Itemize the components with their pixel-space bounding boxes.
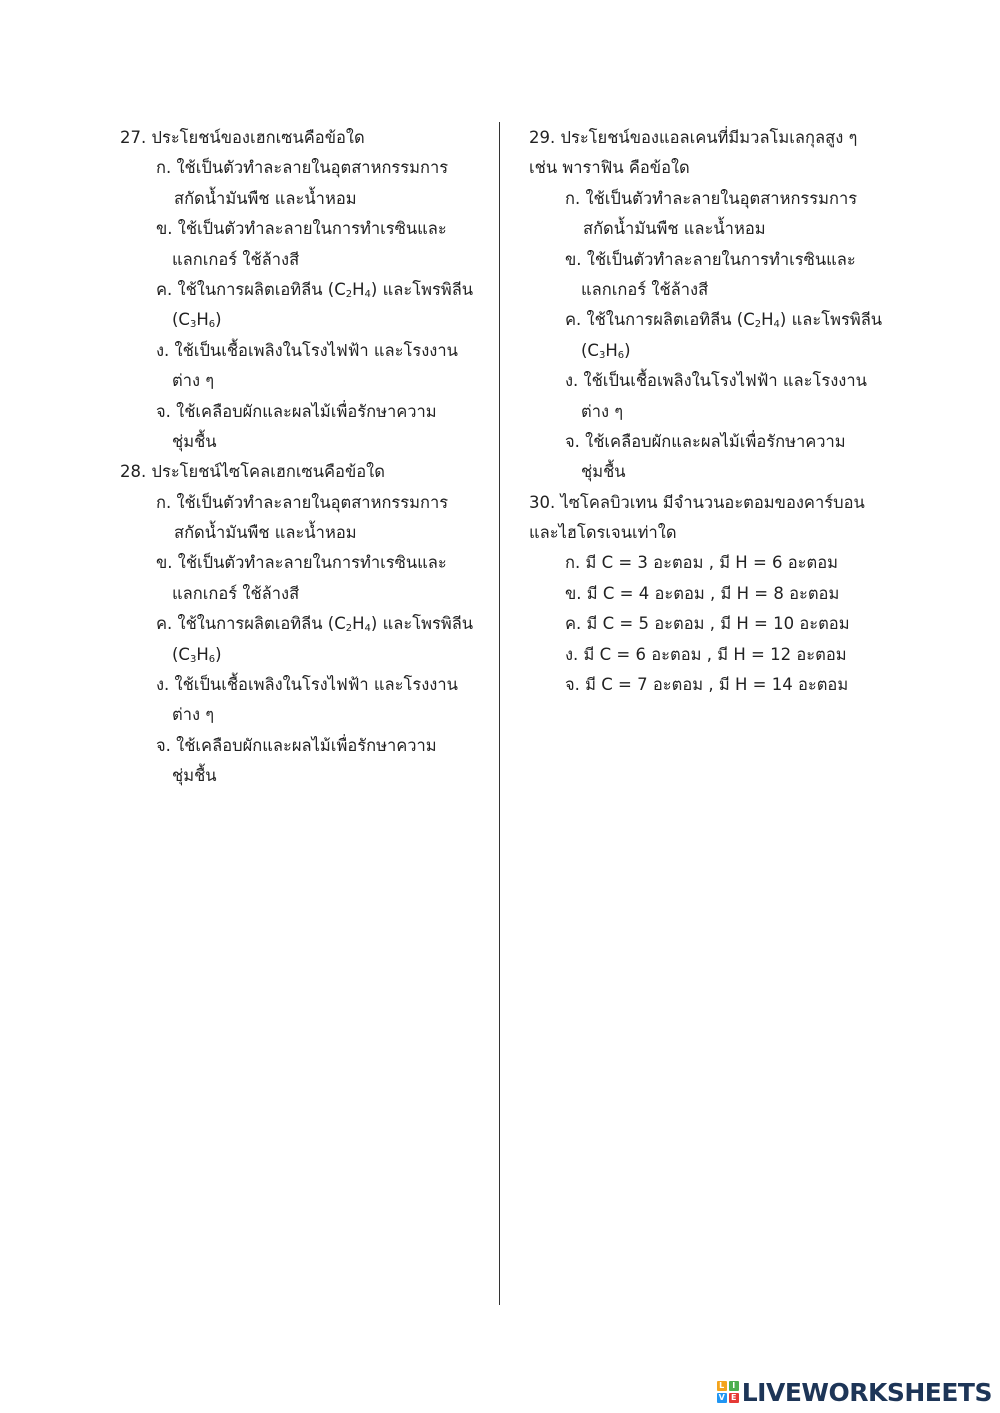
logo-tile-l: L bbox=[717, 1381, 727, 1391]
q28-option-c-line1: ค. ใช้ในการผลิตเอทิลีน $(C_2H_4)$ และโพรพิลีน bbox=[156, 614, 474, 635]
question-29-title-line2: เช่น พาราฟิน คือข้อใด bbox=[529, 158, 690, 178]
q30-option-a: ก. มี C = 3 อะตอม , มี H = 6 อะตอม bbox=[565, 553, 839, 573]
logo-tile-i: I bbox=[729, 1381, 739, 1391]
question-27-title: 27. ประโยชน์ของเฮกเซนคือข้อใด bbox=[120, 128, 365, 147]
column-divider bbox=[499, 122, 500, 1305]
question-28-title: 28. ประโยชน์ไซโคลเฮกเซนคือข้อใด bbox=[120, 462, 385, 482]
liveworksheets-logo-icon bbox=[717, 1381, 739, 1403]
q29-option-e-line1: จ. ใช้เคลือบผักและผลไม้เพื่อรักษาความ bbox=[565, 431, 846, 451]
liveworksheets-logo bbox=[717, 1377, 992, 1407]
q29-option-c-line1: ค. ใช้ในการผลิตเอทิลีน $(C_2H_4)$ และโพรพิลีน bbox=[565, 310, 883, 331]
q30-option-c: ค. มี C = 5 อะตอม , มี H = 10 อะตอม bbox=[565, 614, 850, 634]
q29-option-b-line2: แลกเกอร์ ใช้ล้างสี bbox=[581, 279, 709, 299]
q27-option-e-line2: ชุ่มชื้น bbox=[172, 431, 217, 451]
q27-option-b-line1: ข. ใช้เป็นตัวทำละลายในการทำเรซินและ bbox=[156, 219, 447, 239]
q30-option-d: ง. มี C = 6 อะตอม , มี H = 12 อะตอม bbox=[565, 644, 847, 664]
q28-option-b-line2: แลกเกอร์ ใช้ล้างสี bbox=[172, 583, 300, 603]
q30-option-b: ข. มี C = 4 อะตอม , มี H = 8 อะตอม bbox=[565, 583, 840, 603]
q29-option-b-line1: ข. ใช้เป็นตัวทำละลายในการทำเรซินและ bbox=[565, 249, 856, 269]
liveworksheets-logo-text: LIVEWORKSHEETS bbox=[741, 1377, 992, 1407]
question-30-title-line1: 30. ไซโคลบิวเทน มีจำนวนอะตอมของคาร์บอน bbox=[529, 492, 865, 512]
logo-tile-e: E bbox=[729, 1393, 739, 1403]
q27-option-c-line2: $(C_3H_6)$ bbox=[172, 310, 222, 331]
question-30-title-line2: และไฮโดรเจนเท่าใด bbox=[529, 523, 677, 543]
q30-option-e: จ. มี C = 7 อะตอม , มี H = 14 อะตอม bbox=[565, 675, 849, 695]
q27-option-d-line1: ง. ใช้เป็นเชื้อเพลิงในโรงไฟฟ้า และโรงงาน bbox=[156, 340, 458, 360]
q27-option-a-line1: ก. ใช้เป็นตัวทำละลายในอุตสาหกรรมการ bbox=[156, 158, 449, 178]
q29-option-a-line2: สกัดน้ำมันพืช และน้ำหอม bbox=[583, 219, 766, 239]
q27-option-b-line2: แลกเกอร์ ใช้ล้างสี bbox=[172, 249, 300, 269]
question-29-title-line1: 29. ประโยชน์ของแอลเคนที่มีมวลโมเลกุลสูง ๆ bbox=[529, 128, 858, 147]
q28-option-a-line2: สกัดน้ำมันพืช และน้ำหอม bbox=[174, 523, 357, 543]
q27-option-a-line2: สกัดน้ำมันพืช และน้ำหอม bbox=[174, 188, 357, 208]
q27-option-c-line1: ค. ใช้ในการผลิตเอทิลีน $(C_2H_4)$ และโพรพิลีน bbox=[156, 279, 474, 300]
q28-option-e-line1: จ. ใช้เคลือบผักและผลไม้เพื่อรักษาความ bbox=[156, 735, 437, 755]
q28-option-b-line1: ข. ใช้เป็นตัวทำละลายในการทำเรซินและ bbox=[156, 553, 447, 573]
right-column bbox=[529, 123, 889, 700]
q29-option-e-line2: ชุ่มชื้น bbox=[581, 462, 626, 482]
q28-option-a-line1: ก. ใช้เป็นตัวทำละลายในอุตสาหกรรมการ bbox=[156, 492, 449, 512]
q28-option-c-line2: $(C_3H_6)$ bbox=[172, 644, 222, 665]
q29-option-d-line1: ง. ใช้เป็นเชื้อเพลิงในโรงไฟฟ้า และโรงงาน bbox=[565, 371, 867, 391]
q29-option-c-line2: $(C_3H_6)$ bbox=[581, 340, 631, 361]
q27-option-e-line1: จ. ใช้เคลือบผักและผลไม้เพื่อรักษาความ bbox=[156, 401, 437, 421]
q28-option-e-line2: ชุ่มชื้น bbox=[172, 766, 217, 786]
q29-option-a-line1: ก. ใช้เป็นตัวทำละลายในอุตสาหกรรมการ bbox=[565, 188, 858, 208]
left-column bbox=[120, 123, 490, 792]
q29-option-d-line2: ต่าง ๆ bbox=[581, 401, 624, 421]
q28-option-d-line1: ง. ใช้เป็นเชื้อเพลิงในโรงไฟฟ้า และโรงงาน bbox=[156, 675, 458, 695]
q27-option-d-line2: ต่าง ๆ bbox=[172, 371, 215, 391]
logo-tile-v: V bbox=[718, 1393, 725, 1402]
q28-option-d-line2: ต่าง ๆ bbox=[172, 705, 215, 725]
